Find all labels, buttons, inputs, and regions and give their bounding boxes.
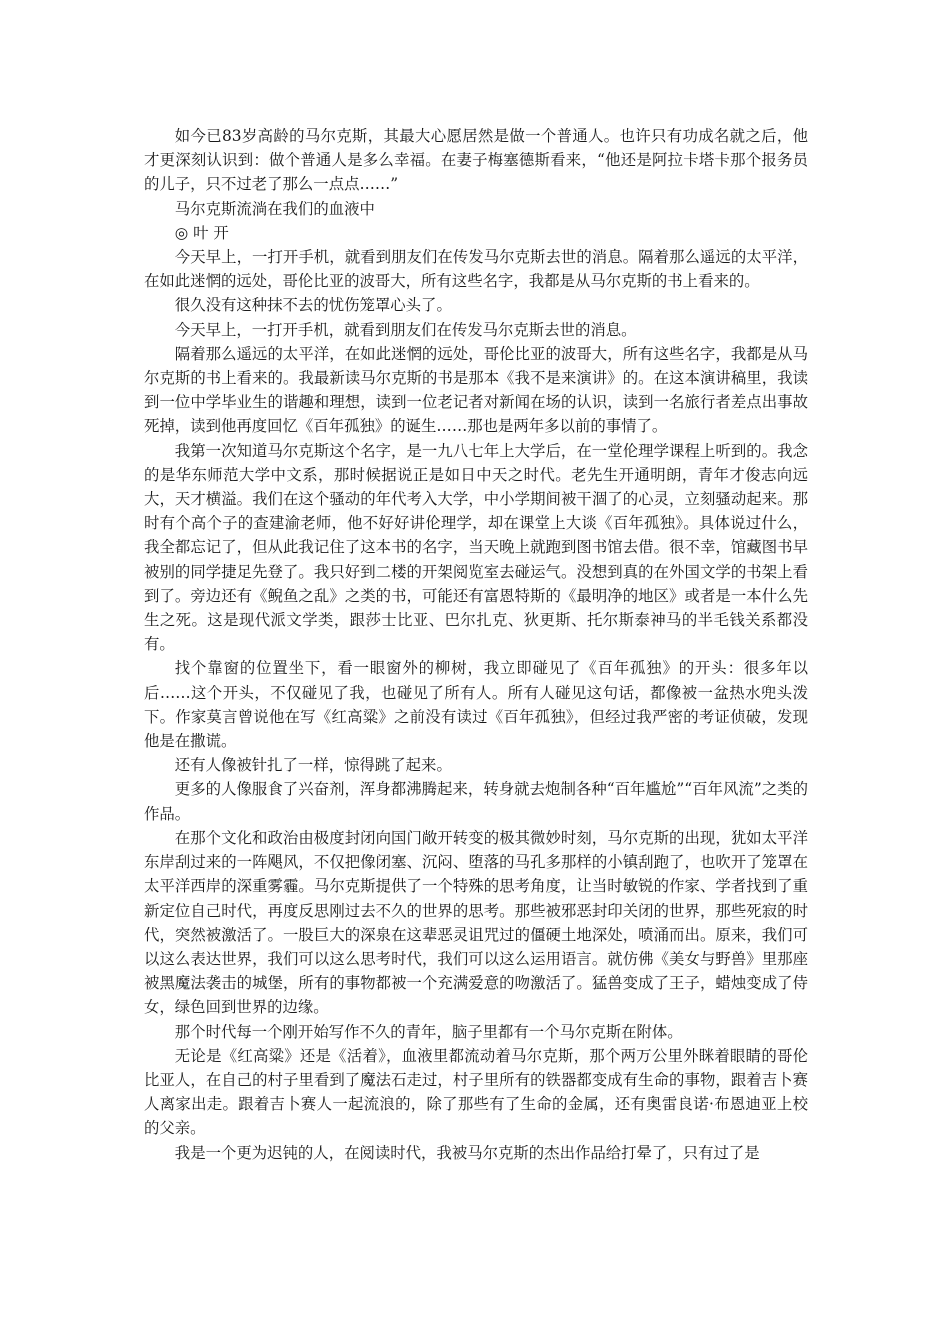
paragraph: 今天早上，一打开手机，就看到朋友们在传发马尔克斯去世的消息。隔着那么遥远的太平洋，在如此迷惘的远处，哥伦比亚的波哥大，所有这些名字，我都是从马尔克斯的书上看来的。 — [144, 248, 808, 291]
article-title: 马尔克斯流淌在我们的血液中 — [174, 199, 375, 218]
paragraph: 无论是《红高粱》还是《活着》，血液里都流动着马尔克斯，那个两万公里外眯着眼睛的哥伦比亚人，在自己的村子里看到了魔法石走过，村子里所有的铁器都变成有生命的事物，跟着吉卜赛人离家出走。跟着吉卜赛人一起流浪的，除了那些有了生命的金属，还有奥雷良诺·布恩迪亚上校的父亲。 — [144, 1046, 808, 1138]
paragraph: 找个靠窗的位置坐下，看一眼窗外的柳树，我立即碰见了《百年孤独》的开头：很多年以后……这个开头，不仅碰见了我，也碰见了所有人。所有人碰见这句话，都像被一盆热水兜头泼下。作家莫言曾说他在写《红高粱》之前没有读过《百年孤独》，但经过我严密的考证侦破，发现他是在撒谎。 — [144, 659, 808, 751]
paragraph-intro: 如今已83岁高龄的马尔克斯，其最大心愿居然是做一个普通人。也许只有功成名就之后，他才更深刻认识到：做个普通人是多么幸福。在妻子梅塞德斯看来，“他还是阿拉卡塔卡那个报务员的儿子，只不过老了那么一点点……” — [144, 127, 808, 194]
paragraph: 那个时代每一个刚开始写作不久的青年，脑子里都有一个马尔克斯在附体。 — [174, 1022, 683, 1041]
paragraph: 在那个文化和政治由极度封闭向国门敞开转变的极其微妙时刻，马尔克斯的出现，犹如太平洋东岸刮过来的一阵飓风，不仅把像闭塞、沉闷、堕落的马孔多那样的小镇刮跑了，也吹开了笼罩在太平洋西岸的深重雾霾。马尔克斯提供了一个特殊的思考角度，让当时敏锐的作家、学者找到了重新定位自己时代，再度反思刚过去不久的世界的思考。那些被邪恶封印关闭的世界，那些死寂的时代，突然被激活了。一股巨大的深泉在这辈恶灵诅咒过的僵硬土地深处，喷涌而出。原来，我们可以这么表达世界，我们可以这么思考时代，我们可以这么运用语言。就仿佛《美女与野兽》里那座被黑魔法袭击的城堡，所有的事物都被一个充满爱意的吻激活了。猛兽变成了王子，蜡烛变成了侍女，绿色回到世界的边缘。 — [144, 828, 808, 1017]
paragraph: 还有人像被针扎了一样，惊得跳了起来。 — [174, 756, 452, 775]
paragraph: 很久没有这种抹不去的忧伤笼罩心头了。 — [174, 296, 452, 315]
paragraph: 更多的人像服食了兴奋剂，浑身都沸腾起来，转身就去炮制各种“百年尴尬”“百年风流”之类的作品。 — [144, 780, 808, 823]
paragraph: 我第一次知道马尔克斯这个名字，是一九八七年上大学后，在一堂伦理学课程上听到的。我念的是华东师范大学中文系，那时候据说正是如日中天之时代。老先生开通明朗，青年才俊志向远大，天才横溢。我们在这个骚动的年代考入大学，中小学期间被干涸了的心灵，立刻骚动起来。那时有个高个子的查建渝老师，他不好好讲伦理学，却在课堂上大谈《百年孤独》。具体说过什么，我全都忘记了，但从此我记住了这本书的名字，当天晚上就跑到图书馆去借。很不幸，馆藏图书早被别的同学捷足先登了。我只好到二楼的开架阅览室去碰运气。没想到真的在外国文学的书架上看到了。旁边还有《鲵鱼之乱》之类的书，可能还有富恩特斯的《最明净的地区》或者是一本什么先生之死。这是现代派文学类，跟莎士比亚、巴尔扎克、狄更斯、托尔斯泰神马的半毛钱关系都没有。 — [144, 441, 808, 654]
article-body — [144, 124, 808, 1165]
paragraph: 隔着那么遥远的太平洋，在如此迷惘的远处，哥伦比亚的波哥大，所有这些名字，我都是从马尔克斯的书上看来的。我最新读马尔克斯的书是那本《我不是来演讲》的。在这本演讲稿里，我读到一位中学毕业生的谐趣和理想，读到一位老记者对新闻在场的认识，读到一名旅行者差点出事故死掉，读到他再度回忆《百年孤独》的诞生……那也是两年多以前的事情了。 — [144, 344, 808, 436]
paragraph: 今天早上，一打开手机，就看到朋友们在传发马尔克斯去世的消息。 — [174, 320, 637, 339]
article-author: ◎ 叶 开 — [174, 223, 229, 242]
paragraph: 我是一个更为迟钝的人，在阅读时代，我被马尔克斯的杰出作品给打晕了，只有过了是 — [174, 1143, 760, 1162]
